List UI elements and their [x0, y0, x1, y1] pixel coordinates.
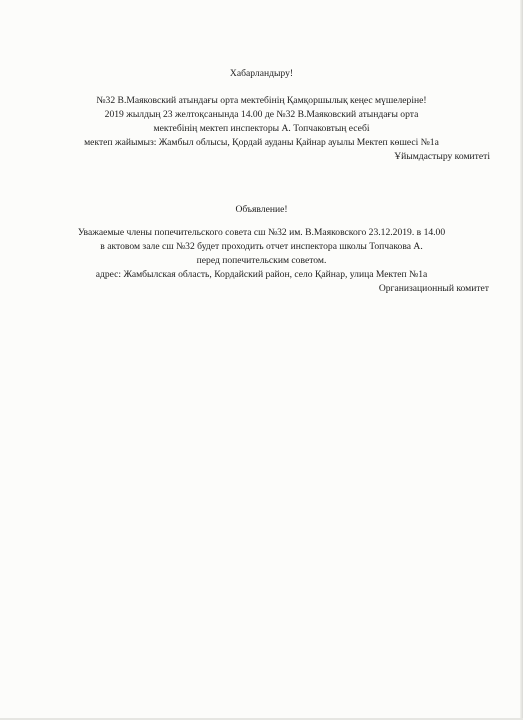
- russian-line-3: перед попечительским советом.: [196, 255, 327, 266]
- russian-signature: Организационный комитет: [378, 283, 489, 294]
- kazakh-heading: Хабарландыру!: [229, 68, 294, 79]
- kazakh-line-4: мектеп жайымыз: Жамбыл облысы, Қордай ауданы Қайнар ауылы Мектеп көшесі №1а: [84, 137, 439, 148]
- russian-line-2: в актовом зале сш №32 будет проходить отчет инспектора школы Топчакова А.: [100, 241, 423, 252]
- russian-line-1: Уважаемые члены попечительского совета сш №32 им. В.Маяковского 23.12.2019. в 14.00: [77, 227, 446, 238]
- kazakh-line-2: 2019 жылдың 23 желтоқсанында 14.00 де №32 В.Маяковский атындағы орта: [104, 109, 419, 120]
- kazakh-signature: Ұйымдастыру комитеті: [394, 151, 490, 162]
- russian-heading: Объявление!: [235, 204, 288, 215]
- kazakh-line-3: мектебінің мектеп инспекторы А. Топчаковтың есебі: [153, 123, 370, 134]
- kazakh-line-1: №32 В.Маяковский атындағы орта мектебінің Қамқоршылық кеңес мүшелеріне!: [96, 95, 427, 106]
- russian-line-4: адрес: Жамбылская область, Кордайский район, село Қайнар, улица Мектеп №1а: [95, 269, 428, 280]
